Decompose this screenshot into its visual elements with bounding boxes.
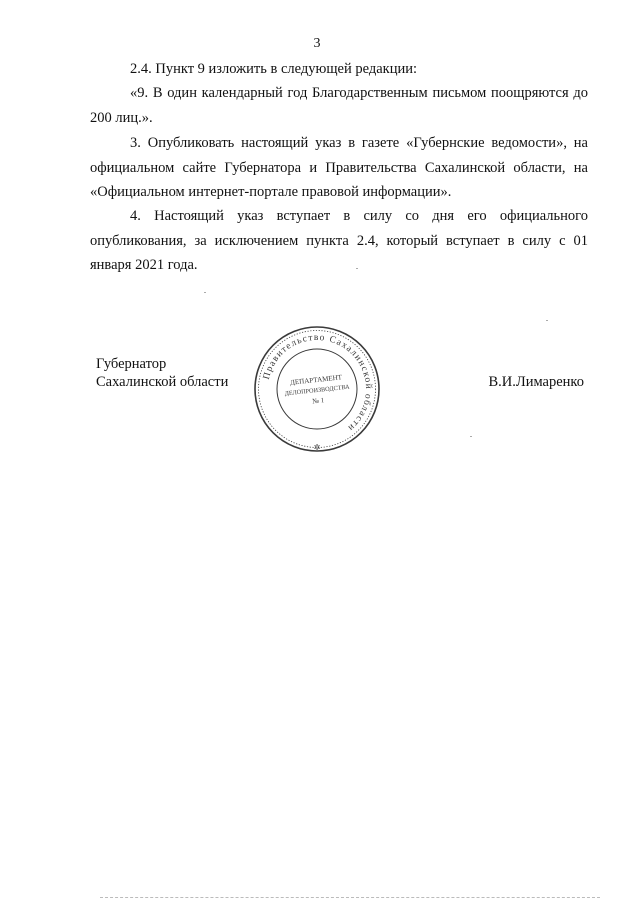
- scan-speck: [546, 320, 548, 321]
- scan-speck: [204, 292, 206, 293]
- official-seal: [252, 324, 382, 454]
- bottom-scan-edge: [100, 897, 600, 898]
- scan-speck: [470, 436, 472, 437]
- page-number: 3: [313, 36, 321, 51]
- scan-speck: [356, 268, 358, 269]
- paragraph-2-4: 2.4. Пункт 9 изложить в следующей редакции:: [130, 61, 418, 77]
- signatory-position-line-2: Сахалинской области: [96, 374, 229, 390]
- signatory-position: [96, 355, 228, 391]
- seal-inner-line-2: ДЕЛОПРОИЗВОДСТВА: [284, 383, 350, 398]
- paragraph-entry-into-force: 4. Настоящий указ вступает в силу со дня его официального опубликования, за исключением пункта 2.4, который вступает в силу с 01 января 2021 года.: [90, 208, 588, 273]
- paragraph-publication: 3. Опубликовать настоящий указ в газете «Губернские ведомости», на официальном сайте Губернатора и Правительства Сахалинской области, на «Официальном интернет-портале правовой информации».: [90, 135, 588, 200]
- seal-inner-line-3: № 1: [311, 396, 325, 406]
- paragraph-point-9-text: «9. В один календарный год Благодарственным письмом поощряются до 200 лиц.».: [90, 85, 588, 126]
- seal-outer-text: Правительство Сахалинской области: [261, 332, 374, 434]
- seal-inner-line-1: ДЕПАРТАМЕНТ: [289, 373, 343, 387]
- seal-star-icon: ✲: [313, 443, 321, 452]
- signatory-position-line-1: Губернатор: [96, 356, 167, 372]
- signatory-name: В.И.Лимаренко: [488, 374, 584, 390]
